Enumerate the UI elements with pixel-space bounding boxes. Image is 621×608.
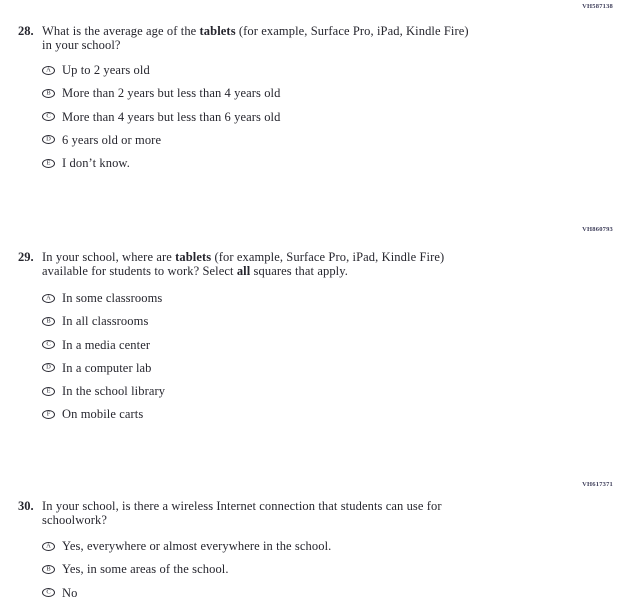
answer-bubble-icon[interactable] bbox=[42, 565, 55, 574]
prompt-text: available for students to work? Select bbox=[42, 263, 237, 278]
answer-option-label: On mobile carts bbox=[62, 407, 144, 422]
answer-bubble-icon[interactable] bbox=[42, 410, 55, 419]
answer-option-label: In a media center bbox=[62, 337, 151, 352]
answer-bubble-icon[interactable] bbox=[42, 387, 55, 396]
question-number: 29. bbox=[18, 250, 34, 264]
answer-option[interactable] bbox=[42, 133, 621, 147]
answer-bubble-icon[interactable] bbox=[42, 588, 55, 597]
answer-option-label: In all classrooms bbox=[62, 314, 149, 329]
bubble-letter: A bbox=[46, 542, 51, 550]
answer-option[interactable] bbox=[42, 361, 621, 375]
question-number: 30. bbox=[18, 499, 34, 513]
answer-option-label: In the school library bbox=[62, 384, 166, 399]
bubble-letter: C bbox=[46, 340, 51, 348]
answer-option[interactable] bbox=[42, 338, 621, 352]
answer-bubble-icon[interactable] bbox=[42, 340, 55, 349]
prompt-line bbox=[42, 265, 444, 279]
answer-option[interactable] bbox=[42, 384, 621, 398]
prompt-line bbox=[42, 514, 442, 528]
answer-option[interactable] bbox=[42, 291, 621, 305]
bubble-letter: B bbox=[46, 89, 51, 97]
prompt-text: What is the average age of the bbox=[42, 24, 200, 38]
prompt-line bbox=[42, 251, 444, 265]
answer-option-label: Yes, in some areas of the school. bbox=[62, 562, 229, 577]
answer-option[interactable] bbox=[42, 539, 621, 553]
prompt-line bbox=[42, 25, 469, 39]
answer-option[interactable] bbox=[42, 86, 621, 100]
answer-option-label: More than 2 years but less than 4 years old bbox=[62, 86, 281, 101]
answer-option-label: No bbox=[62, 585, 78, 600]
answer-option[interactable] bbox=[42, 562, 621, 576]
answer-option-label: I don’t know. bbox=[62, 156, 130, 171]
question-prompt bbox=[42, 25, 469, 52]
item-code: VH617371 bbox=[582, 481, 613, 488]
answer-option-label: More than 4 years but less than 6 years old bbox=[62, 109, 281, 124]
bubble-letter: E bbox=[46, 159, 51, 167]
question-number: 28. bbox=[18, 24, 34, 38]
answer-bubble-icon[interactable] bbox=[42, 294, 55, 303]
answer-options bbox=[42, 539, 621, 600]
answer-option-label: In a computer lab bbox=[62, 360, 152, 375]
bubble-letter: C bbox=[46, 588, 51, 596]
answer-options bbox=[42, 63, 621, 170]
prompt-text: squares that apply. bbox=[250, 263, 349, 278]
bubble-letter: A bbox=[46, 66, 51, 74]
answer-option-label: In some classrooms bbox=[62, 291, 163, 305]
answer-options bbox=[42, 291, 621, 421]
bubble-letter: C bbox=[46, 112, 51, 120]
answer-option-label: Up to 2 years old bbox=[62, 63, 150, 77]
answer-bubble-icon[interactable] bbox=[42, 542, 55, 551]
prompt-text: (for example, Surface Pro, iPad, Kindle Fire) bbox=[235, 24, 469, 38]
item-code: VH860793 bbox=[582, 226, 613, 233]
bubble-letter: E bbox=[46, 387, 51, 395]
answer-bubble-icon[interactable] bbox=[42, 89, 55, 98]
question-29 bbox=[0, 226, 621, 431]
prompt-text-bold: all bbox=[236, 263, 251, 278]
answer-bubble-icon[interactable] bbox=[42, 317, 55, 326]
answer-option[interactable] bbox=[42, 156, 621, 170]
answer-option-label: 6 years old or more bbox=[62, 132, 162, 147]
prompt-text-bold: tablets bbox=[175, 250, 212, 264]
question-prompt bbox=[42, 500, 442, 527]
answer-option-label: Yes, everywhere or almost everywhere in the school. bbox=[62, 539, 332, 553]
prompt-text: In your school, is there a wireless Internet connection that students can use for bbox=[42, 499, 442, 513]
answer-option[interactable] bbox=[42, 110, 621, 124]
prompt-line bbox=[42, 500, 442, 514]
bubble-letter: A bbox=[46, 294, 51, 302]
answer-bubble-icon[interactable] bbox=[42, 66, 55, 75]
prompt-text: (for example, Surface Pro, iPad, Kindle Fire) bbox=[211, 250, 445, 264]
bubble-letter: B bbox=[46, 317, 51, 325]
prompt-line bbox=[42, 39, 469, 53]
answer-bubble-icon[interactable] bbox=[42, 112, 55, 121]
item-code: VH587138 bbox=[582, 3, 613, 10]
prompt-text: In your school, where are bbox=[42, 250, 176, 264]
answer-bubble-icon[interactable] bbox=[42, 159, 55, 168]
prompt-text-bold: tablets bbox=[199, 24, 236, 38]
answer-option[interactable] bbox=[42, 314, 621, 328]
bubble-letter: D bbox=[46, 364, 51, 372]
question-28 bbox=[0, 3, 621, 179]
answer-option[interactable] bbox=[42, 63, 621, 77]
bubble-letter: B bbox=[46, 565, 51, 573]
bubble-letter: F bbox=[46, 410, 51, 418]
bubble-letter: D bbox=[46, 136, 51, 144]
answer-bubble-icon[interactable] bbox=[42, 363, 55, 372]
answer-option[interactable] bbox=[42, 586, 621, 600]
prompt-text: schoolwork? bbox=[42, 512, 107, 527]
question-30 bbox=[0, 481, 621, 608]
question-prompt bbox=[42, 251, 444, 278]
answer-bubble-icon[interactable] bbox=[42, 135, 55, 144]
prompt-text: in your school? bbox=[42, 37, 121, 52]
answer-option[interactable] bbox=[42, 407, 621, 421]
